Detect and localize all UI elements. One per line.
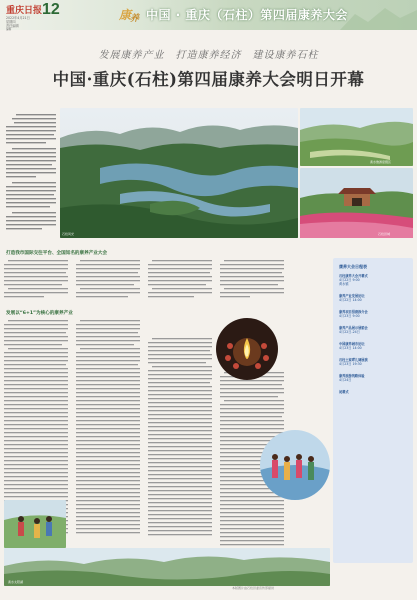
sidebar-item: 4月22日 14:00 <box>339 298 362 302</box>
sidebar-item: 康养产品展示展销会 <box>339 326 368 330</box>
dance-photo <box>260 430 330 500</box>
intro-text-lines <box>4 112 58 242</box>
field-landscape-image <box>300 108 413 166</box>
sidebar-list <box>339 274 409 394</box>
sidebar-item: 4月23日 14:00 <box>339 346 362 350</box>
subtitle: 发展康养产业 打造康养经济 建设康养石柱 <box>98 50 319 61</box>
svg-text:康: 康 <box>119 8 132 22</box>
康养-logo <box>118 5 142 23</box>
panorama-caption: 黄水太阳湖 <box>8 580 24 584</box>
folk-dance-image <box>260 430 330 500</box>
photo-credit: 本版图片由石柱县委宣传部提供 <box>232 586 275 590</box>
mountain-decoration <box>340 0 417 30</box>
lake-landscape-image <box>60 108 298 238</box>
intro-text <box>4 112 58 242</box>
weekday: 星期四 <box>6 20 16 24</box>
pavilion-caption: 石柱县城 <box>378 232 391 236</box>
field-photo <box>300 108 413 166</box>
panorama-photo <box>4 548 330 586</box>
field-caption: 黄水旅游度假区 <box>370 160 392 164</box>
headline: 中国·重庆(石柱)第四届康养大会明日开幕 <box>52 70 365 89</box>
tourists-image <box>4 500 66 548</box>
paper-name: 重庆日报 <box>6 6 43 16</box>
ceremony-photo <box>216 318 278 380</box>
sidebar-item: 4月24日 <box>339 378 352 382</box>
section-2-title: 发展以“6+1”为核心的康养产业 <box>6 311 73 316</box>
sidebar-item: 4月22日 9:00 <box>339 278 360 282</box>
sidebar-item: 石柱土家啰儿调展演 <box>339 358 368 362</box>
sidebar-item: 石柱康养大会开幕式 <box>339 274 368 278</box>
sidebar-item: 4月22日-24日 <box>339 330 360 334</box>
banner-title: 中国 · 重庆（石柱）第四届康养大会 <box>146 8 348 22</box>
logo-icon <box>118 5 142 23</box>
sidebar-item: 康养旅游线路体验 <box>339 374 365 378</box>
sidebar-item: 4月23日 9:00 <box>339 314 360 318</box>
page-number: 12 <box>42 1 60 18</box>
sidebar-item: 康养产业发展论坛 <box>339 294 365 298</box>
sidebar-item: 中国康养城市论坛 <box>339 342 365 346</box>
editor-line-2: 编辑 <box>6 28 12 31</box>
bottom-left-photo <box>4 500 66 548</box>
lake-photo <box>60 108 298 238</box>
sidebar-title: 康养大会日程表 <box>339 264 367 269</box>
svg-text:养: 养 <box>130 14 140 23</box>
pavilion-garden-image <box>300 168 413 238</box>
sidebar-item: 康养项目招商推介会 <box>339 310 368 314</box>
bonfire-ceremony-image <box>216 318 278 380</box>
masthead <box>0 0 417 30</box>
sidebar-item: 闭幕式 <box>339 390 349 394</box>
mountain-panorama-image <box>4 548 330 586</box>
schedule-sidebar <box>333 258 413 563</box>
issue-date: 2022年4月21日 <box>6 16 30 20</box>
pavilion-photo <box>300 168 413 238</box>
section-1-title: 打造我市国际交往平台、全国知名的康养产业大会 <box>6 251 108 256</box>
editor-line: 责任编辑 <box>6 24 19 28</box>
lake-caption: 石柱风光 <box>62 232 75 236</box>
sidebar-item: 4月23日 19:30 <box>339 362 362 366</box>
sidebar-item: 黄水镇 <box>339 282 349 286</box>
